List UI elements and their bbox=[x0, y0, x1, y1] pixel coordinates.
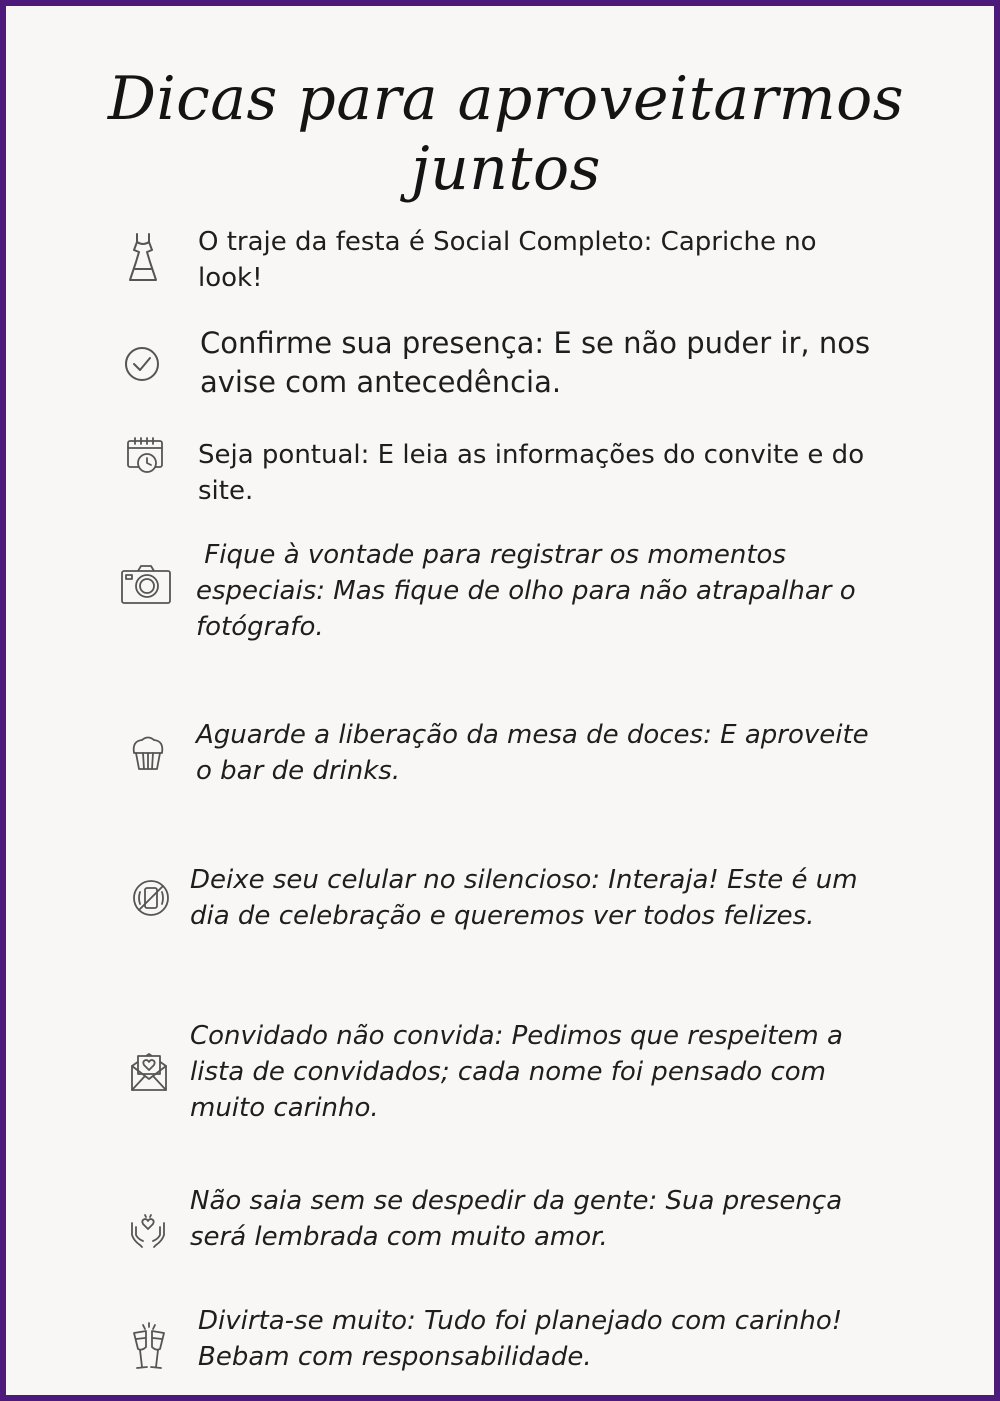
envelope-heart-icon bbox=[130, 1050, 168, 1092]
champagne-toast-icon bbox=[130, 1321, 168, 1373]
dress-icon bbox=[126, 232, 160, 284]
check-circle-icon bbox=[124, 346, 160, 382]
tip-text: Deixe seu celular no silencioso: Interaja! Este é um dia de celebração e queremos ver todos felizes. bbox=[190, 865, 858, 931]
tip-text: Confirme sua presença: E se não puder ir, nos avise com antecedência. bbox=[200, 326, 871, 399]
tip-text: Fique à vontade para registrar os momentos especiais: Mas fique de olho para não atrapalhar o fotógrafo. bbox=[196, 540, 864, 642]
tip-text: Convidado não convida: Pedimos que respeitem a lista de convidados; cada nome foi pensado com muito carinho. bbox=[190, 1021, 843, 1123]
tip-text: Seja pontual: E leia as informações do convite e do site. bbox=[198, 440, 865, 506]
tip-text: Não saia sem se despedir da gente: Sua presença será lembrada com muito amor. bbox=[190, 1186, 843, 1252]
tip-text: Divirta-se muito: Tudo foi planejado com carinho! Bebam com responsabilidade. bbox=[198, 1306, 843, 1372]
calendar-clock-icon bbox=[126, 437, 166, 475]
no-phone-icon bbox=[132, 879, 170, 917]
tip-text: O traje da festa é Social Completo: Capriche no look! bbox=[198, 227, 817, 293]
hands-heart-icon bbox=[128, 1213, 168, 1249]
camera-icon bbox=[120, 565, 172, 605]
cupcake-icon bbox=[130, 735, 166, 773]
tip-text: Aguarde a liberação da mesa de doces: E aproveite o bar de drinks. bbox=[196, 720, 869, 786]
page-title: Dicas para aproveitarmos juntos bbox=[107, 64, 905, 204]
